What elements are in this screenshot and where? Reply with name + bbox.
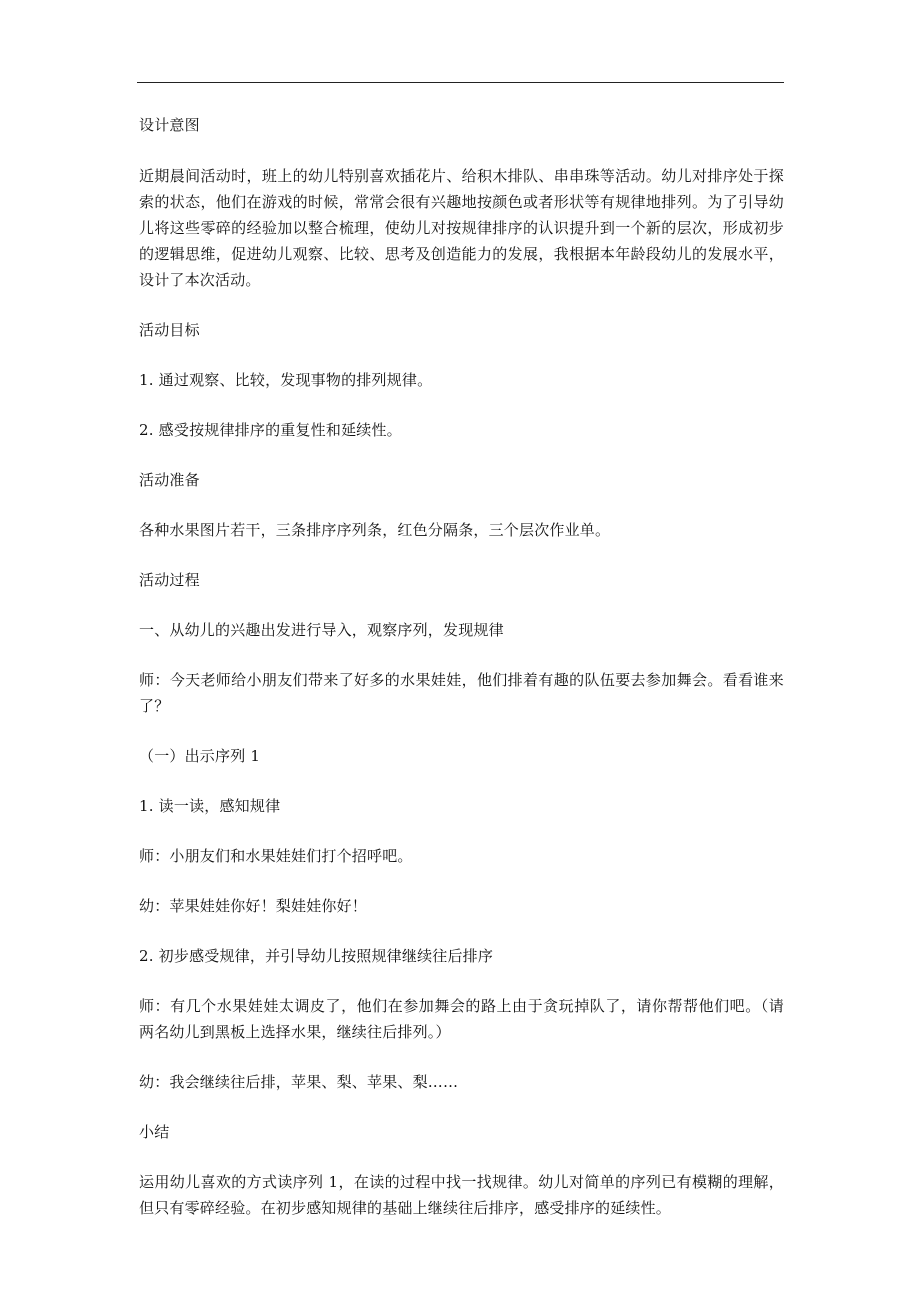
- header-rule: [137, 82, 784, 83]
- child-greet-line: 幼：苹果娃娃你好！梨娃娃你好！: [139, 897, 368, 915]
- teacher-task-paragraph: 师：有几个水果娃娃太调皮了，他们在参加舞会的路上由于贪玩掉队了，请你帮帮他们吧。（请两名幼儿到黑板上选择水果，继续往后排列。）: [139, 997, 784, 1041]
- process-heading: 活动过程: [139, 571, 200, 589]
- child-answer-line: 幼：我会继续往后排，苹果、梨、苹果、梨……: [139, 1073, 459, 1091]
- summary-paragraph: 运用幼儿喜欢的方式读序列 1，在读的过程中找一找规律。幼儿对简单的序列已有模糊的理解，但只有零碎经验。在初步感知规律的基础上继续往后排序，感受排序的延续性。: [139, 1173, 784, 1217]
- document-body: [139, 112, 784, 1221]
- preparation-paragraph: 各种水果图片若干，三条排序序列条，红色分隔条，三个层次作业单。: [139, 521, 611, 539]
- summary-heading: 小结: [139, 1123, 170, 1141]
- teacher-intro-paragraph: 师：今天老师给小朋友们带来了好多的水果娃娃，他们排着有趣的队伍要去参加舞会。看看谁来了？: [139, 671, 784, 715]
- teacher-greet-line: 师：小朋友们和水果娃娃们打个招呼吧。: [139, 847, 413, 865]
- sub-heading-sequence-1: （一）出示序列 1: [139, 747, 261, 765]
- preparation-heading: 活动准备: [139, 471, 200, 489]
- design-intent-paragraph: 近期晨间活动时，班上的幼儿特别喜欢插花片、给积木排队、串串珠等活动。幼儿对排序处于探索的状态，他们在游戏的时候，常常会很有兴趣地按颜色或者形状等有规律地排列。为了引导幼儿将这些零碎的经验加以整合梳理，使幼儿对按规律排序的认识提升到一个新的层次，形成初步的逻辑思维，促进幼儿观察、比较、思考及创造能力的发展，我根据本年龄段幼儿的发展水平，设计了本次活动。: [139, 167, 784, 289]
- list-item-continue-sequence: 2. 初步感受规律，并引导幼儿按照规律继续往后排序: [139, 947, 494, 965]
- goals-heading: 活动目标: [139, 321, 200, 339]
- goal-item-2: 2. 感受按规律排序的重复性和延续性。: [139, 421, 402, 439]
- list-item-read: 1. 读一读，感知规律: [139, 797, 281, 815]
- design-intent-heading: 设计意图: [139, 116, 200, 134]
- goal-item-1: 1. 通过观察、比较，发现事物的排列规律。: [139, 371, 433, 389]
- step-1-heading: 一、从幼儿的兴趣出发进行导入，观察序列，发现规律: [139, 621, 504, 639]
